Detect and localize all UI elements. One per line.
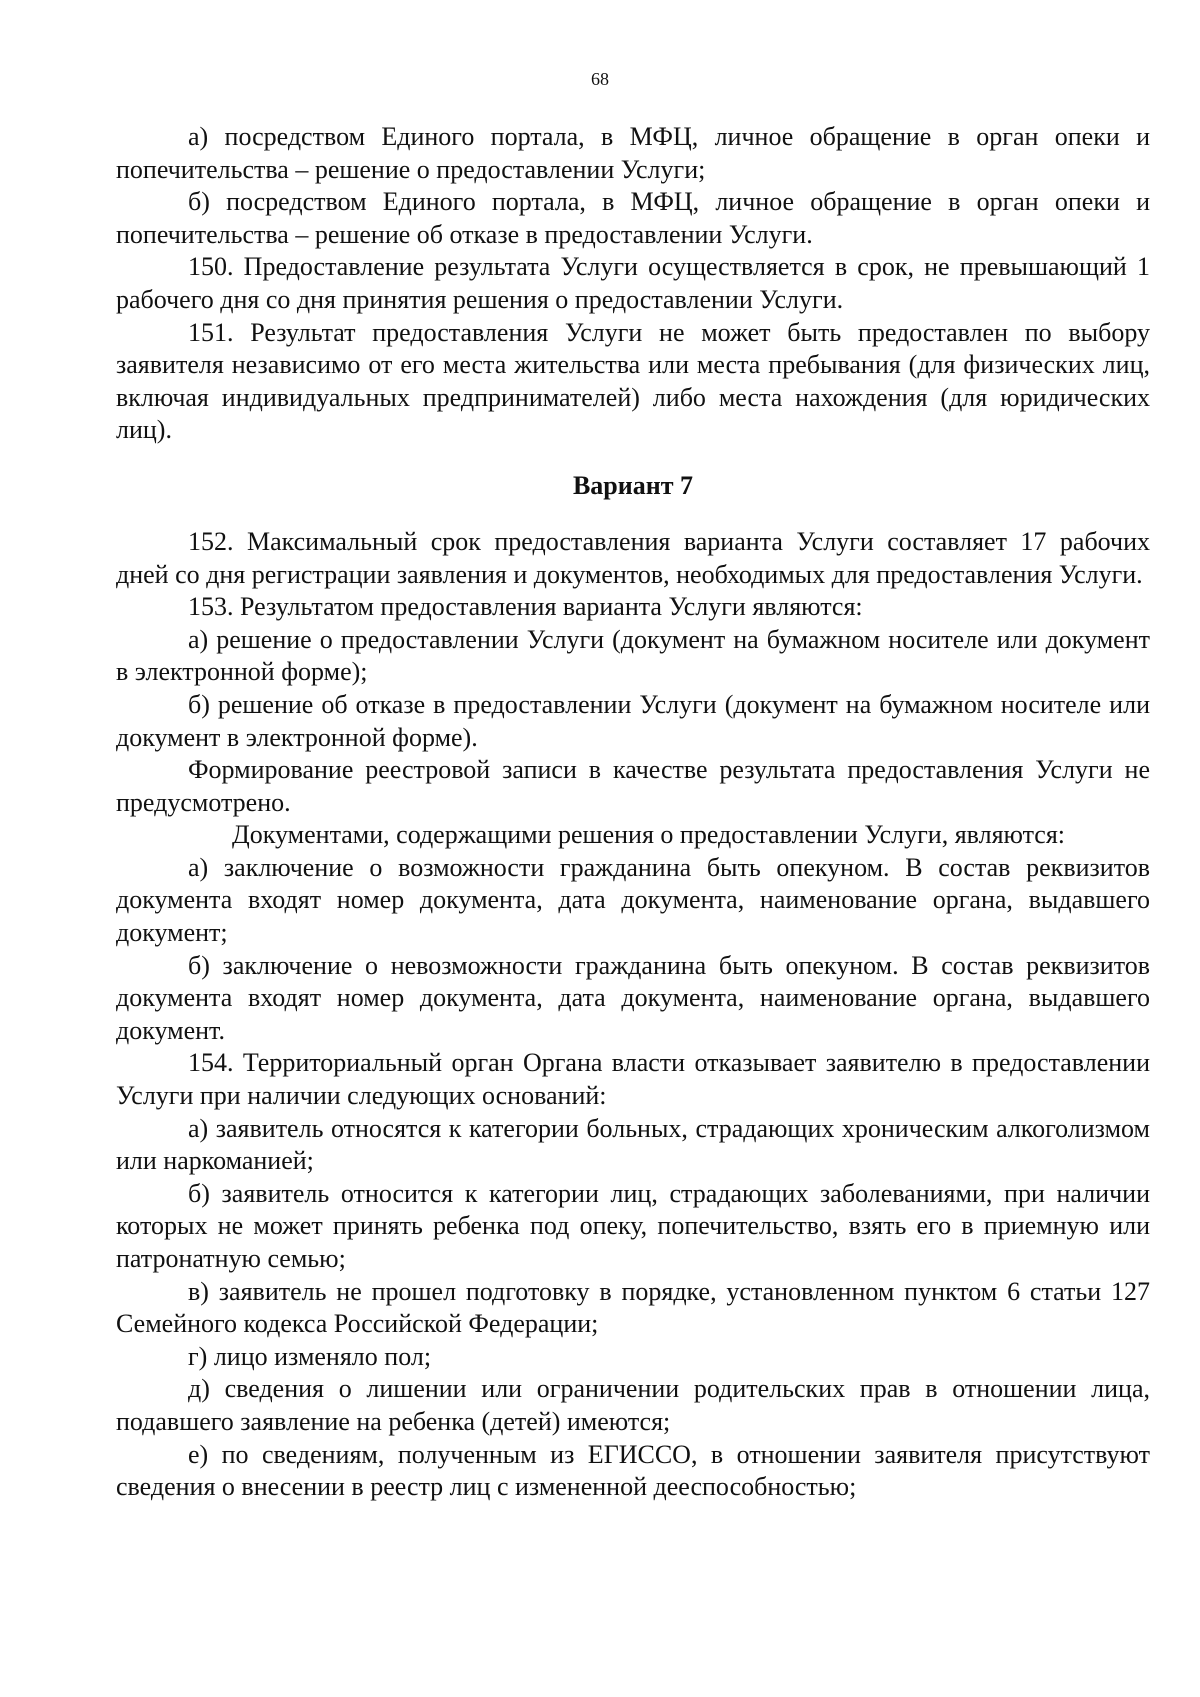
page-number: 68 <box>591 69 609 89</box>
paragraph: а) посредством Единого портала, в МФЦ, личное обращение в орган опеки и попечительства – решение о предоставлении Услуги; <box>116 122 1150 184</box>
paragraph: а) заключение о возможности гражданина быть опекуном. В состав реквизитов документа входят номер документа, дата документа, наименование органа, выдавшего документ; <box>116 852 1150 948</box>
paragraph: б) решение об отказе в предоставлении Услуги (документ на бумажном носителе или документ в электронной форме). <box>116 689 1150 752</box>
paragraph-151: 151. Результат предоставления Услуги не может быть предоставлен по выбору заявителя независимо от его места жительства или места пребывания (для физических лиц, включая индивидуальных предпринимателей) либо места нахождения (для юридических лиц). <box>116 317 1150 445</box>
paragraph-154: 154. Территориальный орган Органа власти отказывает заявителю в предоставлении Услуги при наличии следующих оснований: <box>116 1048 1150 1111</box>
paragraph-152: 152. Максимальный срок предоставления варианта Услуги составляет 17 рабочих дней со дня регистрации заявления и документов, необходимых для предоставления Услуги. <box>116 526 1150 589</box>
paragraph: б) заявитель относится к категории лиц, страдающих заболеваниями, при наличии которых не может принять ребенка под опеку, попечительство, взять его в приемную или патронатную семью; <box>116 1178 1150 1273</box>
paragraph: а) решение о предоставлении Услуги (документ на бумажном носителе или документ в электронной форме); <box>116 624 1150 687</box>
paragraph: Формирование реестровой записи в качестве результата предоставления Услуги не предусмотрено. <box>116 755 1150 817</box>
paragraph-150: 150. Предоставление результата Услуги осуществляется в срок, не превышающий 1 рабочего дня со дня принятия решения о предоставлении Услуги. <box>116 252 1150 314</box>
paragraph: Документами, содержащими решения о предоставлении Услуги, являются: <box>232 820 1066 850</box>
paragraph: а) заявитель относятся к категории больных, страдающих хроническим алкоголизмом или наркоманией; <box>116 1113 1150 1176</box>
paragraph: б) посредством Единого портала, в МФЦ, личное обращение в орган опеки и попечительства – решение об отказе в предоставлении Услуги. <box>116 187 1150 249</box>
paragraph: б) заключение о невозможности гражданина быть опекуном. В состав реквизитов документа входят номер документа, дата документа, наименование органа, выдавшего документ. <box>116 950 1150 1045</box>
section-heading: Вариант 7 <box>572 470 694 500</box>
paragraph: д) сведения о лишении или ограничении родительских прав в отношении лица, подавшего заявление на ребенка (детей) имеются; <box>116 1374 1150 1436</box>
document-body <box>116 121 1150 1504</box>
paragraph: е) по сведениям, полученным из ЕГИССО, в отношении заявителя присутствуют сведения о внесении в реестр лиц с измененной дееспособностью; <box>116 1439 1150 1502</box>
paragraph-153: 153. Результатом предоставления варианта Услуги являются: <box>188 592 863 622</box>
paragraph: г) лицо изменяло пол; <box>188 1341 432 1371</box>
paragraph: в) заявитель не прошел подготовку в порядке, установленном пунктом 6 статьи 127 Семейного кодекса Российской Федерации; <box>116 1276 1150 1339</box>
